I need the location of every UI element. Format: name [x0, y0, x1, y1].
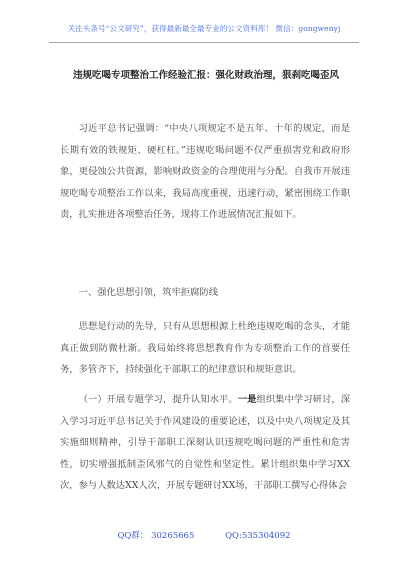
subsection-bold-marker: 一是	[237, 394, 257, 405]
header-divider	[49, 42, 359, 43]
section-heading: 一、强化思想引领，筑牢拒腐防线	[78, 287, 219, 298]
section-paragraph: 思想是行动的先导，只有从思想根源上杜绝违规吃喝的念头，才能真正做到防微杜渐。我局始终将思想教育作为专项整治工作的首要任务，多管齐下，持续强化干部职工的纪律意识和规矩意识。	[60, 321, 350, 375]
subsection-body: 组织集中学习研讨，深入学习习近平总书记关于作风建设的重要论述，以及中央八项规定及其实施细则精神，引导干部职工深刻认识违规吃喝问题的严重性和危害性，切实增强抵制歪风邪气的自觉性和坚定性。累计组织集中学习XX次，参与人数达XX人次，开展专题研讨XX场，干部职工撰写心得体会	[60, 394, 350, 491]
qq-contact: QQ:535304092	[225, 531, 291, 541]
document-title: 违规吃喝专项整治工作经验汇报：强化财政治理，狠刹吃喝歪风	[72, 70, 339, 81]
footer-contacts	[0, 529, 408, 541]
qq-group: QQ群： 30265665	[117, 531, 195, 541]
subsection-paragraph	[60, 389, 350, 497]
subsection-lead: （一）开展专题学习，提升认知水平。	[78, 394, 238, 405]
header-banner: 关注头条号“公文研究”，获得最新最全最专业的公文资料库！ 微信：gongwenyj	[67, 24, 341, 33]
intro-paragraph: 习近平总书记强调：“中央八项规定不是五年、十年的规定，而是长期有效的铁规矩、硬杠杠。”违规吃喝问题不仅严重损害党和政府形象，更侵蚀公共资源，影响财政资金的合理使用与分配。自我市开展违规吃喝专项整治工作以来，我局高度重视，迅速行动，紧密围绕工作职责，扎实推进各项整治任务，现将工作进展情况汇报如下。	[60, 123, 350, 220]
